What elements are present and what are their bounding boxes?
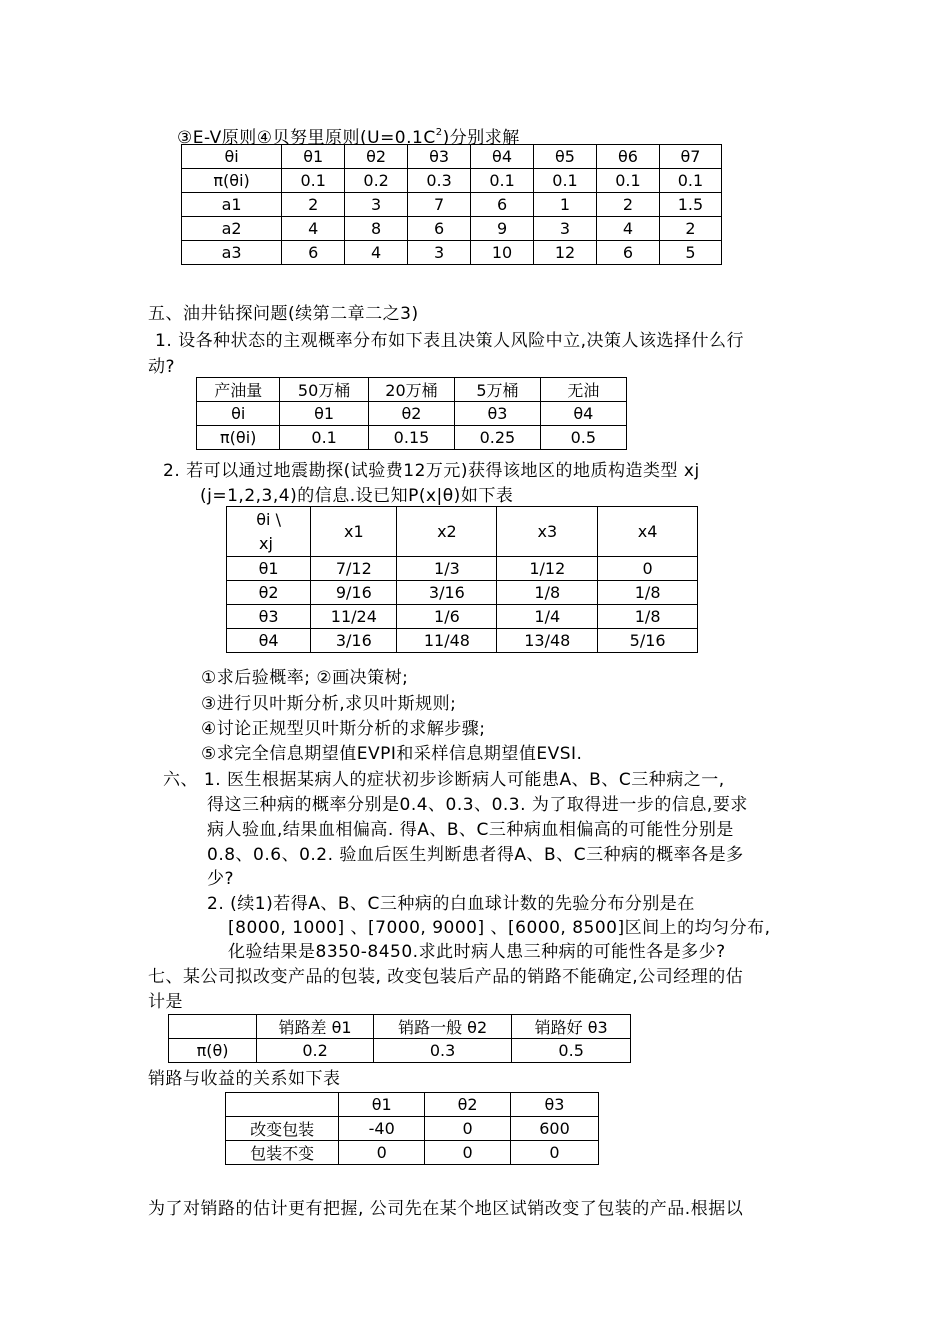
sec5-item-4: ④讨论正规型贝叶斯分析的求解步骤;: [201, 719, 486, 739]
cell-text: θi: [231, 404, 246, 423]
cell-text: 0.1: [615, 171, 641, 190]
cell-text: 包装不变: [250, 1144, 315, 1163]
cell-text: θ4: [492, 147, 513, 166]
sec6-p2-l1: 2. (续1)若得A、B、C三种病的白血球计数的先验分布分别是在: [207, 894, 695, 914]
sec5-table2: [226, 506, 698, 653]
table-cell: [598, 605, 698, 629]
table-row: [227, 581, 698, 605]
table-cell: [311, 581, 397, 605]
cell-text: 0.15: [393, 428, 430, 447]
cell-text: θ2: [401, 404, 422, 423]
cell-text: 1/8: [634, 583, 661, 602]
table-cell: [226, 1093, 339, 1117]
cell-text: 2: [685, 219, 696, 238]
table-cell: [282, 241, 345, 265]
sec5-title: 五、油井钻探问题(续第二章二之3): [148, 304, 419, 324]
cell-text: π(θ): [196, 1041, 229, 1060]
table-cell: [596, 241, 659, 265]
table-cell: [197, 378, 280, 402]
sec4-table: [181, 144, 722, 265]
cell-text: 0.3: [426, 171, 452, 190]
cell-text: θ3: [429, 147, 450, 166]
table-cell: [540, 402, 626, 426]
heading-part: ③E-V原则④贝努里原则(U=0.1C: [177, 128, 436, 148]
table-cell: [182, 241, 282, 265]
cell-text: 11/24: [330, 607, 377, 626]
sec6-p1-l2: 得这三种病的概率分别是0.4、0.3、0.3. 为了取得进一步的信息,要求: [207, 795, 748, 815]
table-cell: [345, 217, 408, 241]
table-cell: [596, 145, 659, 169]
table-row: [227, 557, 698, 581]
cell-text: 2: [308, 195, 319, 214]
table-cell: [257, 1039, 374, 1063]
cell-text: 12: [554, 243, 576, 262]
table-cell: [534, 193, 597, 217]
cell-text: 4: [622, 219, 634, 238]
cell-text: θ1: [314, 404, 335, 423]
sec6-p2-l3: 化验结果是8350-8450.求此时病人患三种病的可能性各是多少?: [228, 942, 726, 962]
sec5-q1-line2: 动?: [148, 357, 176, 377]
table-cell: [282, 145, 345, 169]
cell-text: x3: [537, 522, 558, 541]
cell-text: θ1: [371, 1095, 392, 1114]
table-cell: [311, 507, 397, 557]
cell-text: x2: [437, 522, 457, 541]
table-cell: [345, 145, 408, 169]
cell-text: -40: [368, 1119, 395, 1138]
table-cell: [510, 1117, 598, 1141]
table-cell: [425, 1093, 511, 1117]
table-cell: [534, 241, 597, 265]
table-cell: [339, 1117, 425, 1141]
cell-text: θ3: [544, 1095, 565, 1114]
cell-text: 产油量: [214, 381, 263, 400]
cell-text: θ3: [487, 404, 508, 423]
sec6-p1-l4: 0.8、0.6、0.2. 验血后医生判断患者得A、B、C三种病的概率各是多: [207, 845, 744, 865]
cell-text: 11/48: [423, 631, 470, 650]
table-cell: [368, 378, 454, 402]
table-cell: [169, 1039, 257, 1063]
table-cell: [497, 557, 598, 581]
table-cell: [408, 217, 471, 241]
table-cell: [373, 1039, 511, 1063]
cell-text: θ2: [457, 1095, 478, 1114]
table-cell: [497, 581, 598, 605]
table-row: [227, 629, 698, 653]
table-cell: [598, 629, 698, 653]
cell-text: x4: [637, 522, 658, 541]
table-cell: [397, 581, 497, 605]
cell-text: π(θi): [220, 428, 257, 447]
table-cell: [596, 193, 659, 217]
sec5-item-1: ①求后验概率; ②画决策树;: [201, 668, 409, 688]
table-cell: [397, 605, 497, 629]
cell-text: θ6: [617, 147, 638, 166]
sec5-table1: [196, 377, 627, 450]
table-row: [169, 1039, 631, 1063]
table-cell: [425, 1117, 511, 1141]
cell-text: 6: [308, 243, 319, 262]
table-cell: [471, 145, 534, 169]
table-row: [227, 605, 698, 629]
cell-text: 0: [376, 1143, 387, 1162]
table-row: [169, 1015, 631, 1039]
cell-text: θ3: [258, 607, 279, 626]
sec7-table1: [168, 1014, 631, 1063]
cell-text: 1.5: [677, 195, 704, 214]
table-cell: [227, 605, 311, 629]
cell-text: 1/6: [434, 607, 460, 626]
cell-text: 5万桶: [476, 381, 519, 400]
table-cell: [182, 169, 282, 193]
cell-text: 9: [496, 219, 508, 238]
sec5-q2-line1: 2. 若可以通过地震勘探(试验费12万元)获得该地区的地质构造类型 xj: [163, 461, 700, 481]
table-cell: [471, 217, 534, 241]
table-cell: [339, 1093, 425, 1117]
table-cell: [512, 1015, 631, 1039]
table-row: [197, 402, 627, 426]
table-row: [182, 193, 722, 217]
cell-text: 4: [371, 243, 382, 262]
sec7-table2: [225, 1092, 599, 1165]
table-cell: [471, 193, 534, 217]
table-cell: [455, 378, 540, 402]
table-row: [226, 1117, 599, 1141]
cell-text: 1/8: [534, 583, 561, 602]
cell-text: 3/16: [428, 583, 465, 602]
cell-text: θ2: [366, 147, 387, 166]
sec7-line2: 计是: [148, 992, 183, 1012]
cell-text: 50万桶: [297, 381, 351, 400]
table-cell: [659, 169, 721, 193]
table-cell: [659, 241, 721, 265]
cell-text: 0: [549, 1143, 560, 1162]
cell-text: 0.1: [489, 171, 515, 190]
cell-text: a3: [221, 243, 242, 262]
table-cell: [311, 557, 397, 581]
table-cell: [659, 217, 721, 241]
cell-text: 0: [462, 1119, 473, 1138]
table-cell: [345, 241, 408, 265]
cell-text: 600: [539, 1119, 570, 1138]
cell-text: 0.5: [558, 1041, 584, 1060]
sec7-last-line: 为了对销路的估计更有把握, 公司先在某个地区试销改变了包装的产品.根据以: [148, 1199, 744, 1219]
table-cell: [182, 145, 282, 169]
table-cell: [182, 193, 282, 217]
table-row: [182, 241, 722, 265]
table-cell: [455, 402, 540, 426]
cell-text: θ4: [573, 404, 594, 423]
table-cell: [397, 507, 497, 557]
table-cell: [368, 402, 454, 426]
cell-text: θ7: [680, 147, 701, 166]
cell-text: 3: [433, 243, 445, 262]
sec6-p1-l3: 病人验血,结果血相偏高. 得A、B、C三种病血相偏高的可能性分别是: [207, 820, 734, 840]
table-cell: [598, 557, 698, 581]
table-corner-cell: [227, 507, 311, 557]
sec6-p1-l5: 少?: [207, 869, 235, 889]
sec5-item-5: ⑤求完全信息期望值EVPI和采样信息期望值EVSI.: [201, 744, 583, 764]
table-cell: [497, 629, 598, 653]
table-cell: [226, 1117, 339, 1141]
table-cell: [596, 169, 659, 193]
table-cell: [169, 1015, 257, 1039]
table-cell: [339, 1141, 425, 1165]
heading-sup: 2: [435, 127, 443, 138]
table-cell: [659, 193, 721, 217]
cell-text: 0: [462, 1143, 473, 1162]
cell-text: 0.3: [429, 1041, 456, 1060]
table-cell: [182, 217, 282, 241]
cell-text: 1: [559, 195, 571, 214]
table-cell: [345, 193, 408, 217]
cell-text: 1/3: [434, 559, 460, 578]
table-row: [226, 1141, 599, 1165]
table-cell: [408, 145, 471, 169]
cell-text: 4: [308, 219, 319, 238]
table-row: [182, 145, 722, 169]
cell-text: θ5: [555, 147, 575, 166]
cell-text: 0.1: [552, 171, 578, 190]
cell-text: 3/16: [335, 631, 372, 650]
table-cell: [368, 426, 454, 450]
table-cell: [397, 629, 497, 653]
table-cell: [197, 426, 280, 450]
cell-text: 改变包装: [250, 1120, 315, 1139]
corner-top: θi \: [256, 509, 281, 529]
table-cell: [471, 169, 534, 193]
table-cell: [227, 557, 311, 581]
heading-part: )分别求解: [442, 128, 520, 148]
cell-text: 3: [559, 219, 571, 238]
cell-text: 6: [496, 195, 508, 214]
cell-text: 6: [433, 219, 445, 238]
table-cell: [497, 507, 598, 557]
table-cell: [534, 217, 597, 241]
cell-text: a1: [221, 195, 242, 214]
table-cell: [598, 507, 698, 557]
cell-text: 3: [371, 195, 382, 214]
table-cell: [598, 581, 698, 605]
table-cell: [659, 145, 721, 169]
cell-text: 9/16: [335, 583, 372, 602]
cell-text: 7/12: [335, 559, 372, 578]
table-cell: [373, 1015, 511, 1039]
table-cell: [455, 426, 540, 450]
table-cell: [311, 629, 397, 653]
cell-text: 0: [642, 559, 653, 578]
table-cell: [282, 169, 345, 193]
table-cell: [257, 1015, 374, 1039]
table-row: [226, 1093, 599, 1117]
cell-text: 销路一般 θ2: [398, 1018, 488, 1037]
cell-text: 0.2: [302, 1041, 328, 1060]
cell-text: 10: [491, 243, 513, 262]
table-cell: [282, 193, 345, 217]
cell-text: 无油: [567, 381, 600, 400]
cell-text: θ1: [303, 147, 324, 166]
table-row: [182, 169, 722, 193]
table-cell: [534, 145, 597, 169]
sec7-line1: 七、某公司拟改变产品的包装, 改变包装后产品的销路不能确定,公司经理的估: [148, 967, 744, 987]
table-cell: [227, 629, 311, 653]
cell-text: 13/48: [524, 631, 571, 650]
cell-text: 销路好 θ3: [534, 1018, 608, 1037]
table-cell: [471, 241, 534, 265]
sec5-q1-line1: 1. 设各种状态的主观概率分布如下表且决策人风险中立,决策人该选择什么行: [155, 331, 745, 351]
table-row: [197, 426, 627, 450]
table-cell: [226, 1141, 339, 1165]
cell-text: 2: [622, 195, 634, 214]
cell-text: π(θi): [213, 171, 250, 190]
table-cell: [534, 169, 597, 193]
table-cell: [397, 557, 497, 581]
cell-text: a2: [221, 219, 242, 238]
cell-text: x1: [344, 522, 364, 541]
cell-text: 8: [371, 219, 382, 238]
table-cell: [282, 217, 345, 241]
sec5-item-3: ③进行贝叶斯分析,求贝叶斯规则;: [201, 694, 457, 714]
cell-text: 0.1: [311, 428, 337, 447]
cell-text: 0.5: [570, 428, 597, 447]
cell-text: 5: [685, 243, 696, 262]
cell-text: θ2: [258, 583, 279, 602]
table-cell: [408, 193, 471, 217]
table-cell: [311, 605, 397, 629]
table-row: [227, 507, 698, 557]
cell-text: 1/8: [634, 607, 661, 626]
sec6-p1-l1: 六、 1. 医生根据某病人的症状初步诊断病人可能患A、B、C三种病之一,: [163, 770, 725, 790]
cell-text: 7: [433, 195, 445, 214]
table-cell: [280, 402, 368, 426]
table-row: [197, 378, 627, 402]
cell-text: 0.25: [479, 428, 516, 447]
table-cell: [227, 581, 311, 605]
sec7-caption: 销路与收益的关系如下表: [148, 1069, 341, 1089]
table-cell: [408, 241, 471, 265]
cell-text: θi: [224, 147, 239, 166]
table-cell: [280, 378, 368, 402]
table-cell: [345, 169, 408, 193]
table-cell: [512, 1039, 631, 1063]
cell-text: θ4: [258, 631, 279, 650]
cell-text: 5/16: [629, 631, 666, 650]
table-cell: [425, 1141, 511, 1165]
cell-text: 6: [622, 243, 634, 262]
table-cell: [280, 426, 368, 450]
cell-text: 销路差 θ1: [278, 1018, 352, 1037]
cell-text: 0.1: [300, 171, 326, 190]
table-cell: [540, 426, 626, 450]
table-cell: [497, 605, 598, 629]
table-row: [182, 217, 722, 241]
cell-text: θ1: [258, 559, 279, 578]
table-cell: [510, 1141, 598, 1165]
table-cell: [510, 1093, 598, 1117]
table-cell: [408, 169, 471, 193]
sec6-p2-l2: [8000, 1000] 、[7000, 9000] 、[6000, 8500]区间上的均匀分布,: [228, 918, 771, 938]
cell-text: 0.2: [363, 171, 389, 190]
cell-text: 0.1: [677, 171, 704, 190]
cell-text: 1/12: [529, 559, 566, 578]
sec5-q2-line2: (j=1,2,3,4)的信息.设已知P(x|θ)如下表: [200, 486, 514, 506]
table-cell: [596, 217, 659, 241]
table-cell: [197, 402, 280, 426]
cell-text: 20万桶: [385, 381, 438, 400]
cell-text: 1/4: [534, 607, 561, 626]
corner-bottom: xj: [259, 533, 273, 553]
table-cell: [540, 378, 626, 402]
